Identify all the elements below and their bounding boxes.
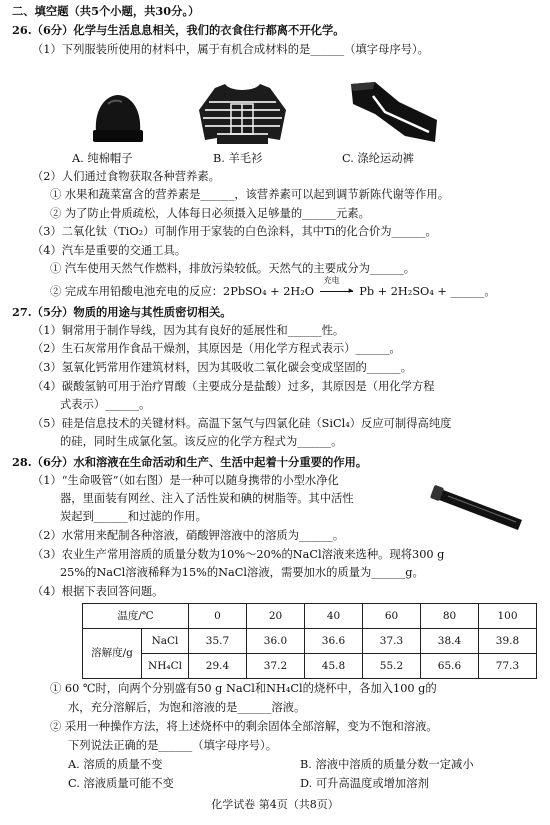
wool-sweater-image xyxy=(195,80,290,148)
temp-cell: 40 xyxy=(305,604,363,629)
substance-name: NH₄Cl xyxy=(142,654,189,679)
solubility-cell: 77.3 xyxy=(479,654,537,679)
q26-part4-b xyxy=(50,276,496,301)
q26-part1: （1）下列服装所使用的材料中，属于有机合成材料的是______（填字母序号）。 xyxy=(32,43,429,56)
option-b: B. 溶液中溶质的质量分数一定减小 xyxy=(300,758,474,771)
solubility-cell: 37.3 xyxy=(363,629,421,654)
q27-part2: （2）生石灰常用作食品干燥剂，其原因是（用化学方程式表示）______。 xyxy=(32,342,401,355)
solubility-cell: 55.2 xyxy=(363,654,421,679)
q27-part1: （1）铜常用于制作导线，因为其有良好的延展性和______性。 xyxy=(32,324,345,337)
q26-part2: （2）人们通过食物获取各种营养素。 xyxy=(32,170,220,183)
charge-arrow: 充电 ▸ xyxy=(318,285,356,299)
q28-part4-a-line2: 水，充分溶解后，为饱和溶液的是______溶液。 xyxy=(68,701,306,714)
q26-stem: 26.（6分）化学与生活息息相关，我们的衣食住行都离不开化学。 xyxy=(12,23,345,37)
table-header-temperature: 温度/℃ xyxy=(83,604,189,629)
charge-label: 充电 xyxy=(323,276,340,285)
solubility-cell: 45.8 xyxy=(305,654,363,679)
option-c-pants: C. 涤纶运动裤 xyxy=(342,152,414,165)
life-straw-image xyxy=(430,482,530,534)
q26-equation-left: ② 完成车用铅酸电池充电的反应：2PbSO₄ + 2H₂O xyxy=(50,285,315,298)
q27-part3: （3）氢氧化钙常用作建筑材料，因为其吸收二氧化碳会变成坚固的______。 xyxy=(32,361,412,374)
solubility-cell: 36.0 xyxy=(247,629,305,654)
solubility-cell: 36.6 xyxy=(305,629,363,654)
q28-part3-line1: （3）农业生产常用溶质的质量分数为10%～20%的NaCl溶液来选种。现将300 g xyxy=(32,548,445,561)
q28-stem: 28.（6分）水和溶液在生命活动和生产、生活中起着十分重要的作用。 xyxy=(12,455,368,469)
solubility-cell: 35.7 xyxy=(189,629,247,654)
q27-part4-line2: 式表示）______。 xyxy=(60,398,151,411)
temp-cell: 80 xyxy=(421,604,479,629)
temp-cell: 100 xyxy=(479,604,537,629)
temp-cell: 20 xyxy=(247,604,305,629)
temp-cell: 60 xyxy=(363,604,421,629)
q28-part1-line1: （1）“生命吸管”（如右图）是一种可以随身携带的小型水净化 xyxy=(32,474,339,487)
q28-part1-line2: 器，里面装有网丝、注入了活性炭和碘的树脂等。其中活性 xyxy=(60,492,354,505)
page-footer: 化学试卷 第4页（共8页） xyxy=(211,798,339,811)
q26-part4: （4）汽车是重要的交通工具。 xyxy=(32,244,187,257)
q28-part4-b-line2: 下列说法正确的是______（填字母序号）。 xyxy=(68,739,277,752)
q26-part2-a: ① 水果和蔬菜富含的营养素是______，该营养素可以起到调节新陈代谢等作用。 xyxy=(50,188,449,201)
section-title: 二、填空题（共5个小题，共30分。） xyxy=(12,4,200,18)
q27-stem: 27.（5分）物质的用途与其性质密切相关。 xyxy=(12,305,232,319)
temp-cell: 0 xyxy=(189,604,247,629)
option-c: C. 溶液质量可能不变 xyxy=(68,777,174,790)
q27-part5-line1: （5）硅是信息技术的关键材料。高温下氢气与四氯化硅（SiCl₄）反应可制得高纯度 xyxy=(32,417,452,430)
solubility-cell: 39.8 xyxy=(479,629,537,654)
polyester-pants-image xyxy=(345,80,440,148)
solubility-cell: 38.4 xyxy=(421,629,479,654)
q27-part5-line2: 的硅，同时生成氯化氢。该反应的化学方程式为______。 xyxy=(60,435,343,448)
q27-part4-line1: （4）碳酸氢钠可用于治疗胃酸（主要成分是盐酸）过多，其原因是（用化学方程 xyxy=(32,380,435,393)
q28-part1-line3: 炭起到______和过滤的作用。 xyxy=(60,510,207,523)
solubility-cell: 65.6 xyxy=(421,654,479,679)
q26-equation-right: Pb + 2H₂SO₄ + ______。 xyxy=(359,285,496,298)
table-row-label-solubility: 溶解度/g xyxy=(83,629,142,679)
q26-part2-b: ② 为了防止骨质疏松，人体每日必须摄入足够量的______元素。 xyxy=(50,207,370,220)
q28-part3-line2: 25%的NaCl溶液稀释为15%的NaCl溶液，需要加水的质量为______g。 xyxy=(60,566,424,579)
option-d: D. 可升高温度或增加溶剂 xyxy=(300,777,429,790)
solubility-table xyxy=(82,603,537,679)
q28-part4-b-line1: ② 采用一种操作方法，将上述烧杯中的剩余固体全部溶解，变为不饱和溶液。 xyxy=(50,720,438,733)
q28-part4: （4）根据下表回答问题。 xyxy=(32,585,164,598)
solubility-cell: 37.2 xyxy=(247,654,305,679)
cotton-hat-image xyxy=(88,92,148,147)
q26-part4-a: ① 汽车使用天然气作燃料，排放污染较低。天然气的主要成分为______。 xyxy=(50,262,416,275)
option-a-hat: A. 纯棉帽子 xyxy=(72,152,133,165)
solubility-cell: 29.4 xyxy=(189,654,247,679)
option-a: A. 溶质的质量不变 xyxy=(68,758,163,771)
option-b-sweater: B. 羊毛衫 xyxy=(213,152,263,165)
q26-part3: （3）二氧化钛（TiO₂）可制作用于家装的白色涂料，其中Ti的化合价为______。 xyxy=(32,225,437,238)
q28-part2: （2）水常用来配制各种溶液，硝酸钾溶液中的溶质为______。 xyxy=(32,529,345,542)
substance-name: NaCl xyxy=(142,629,189,654)
q28-part4-a-line1: ① 60 ℃时，向两个分别盛有50 g NaCl和NH₄Cl的烧杯中，各加入100 g的 xyxy=(50,682,437,695)
